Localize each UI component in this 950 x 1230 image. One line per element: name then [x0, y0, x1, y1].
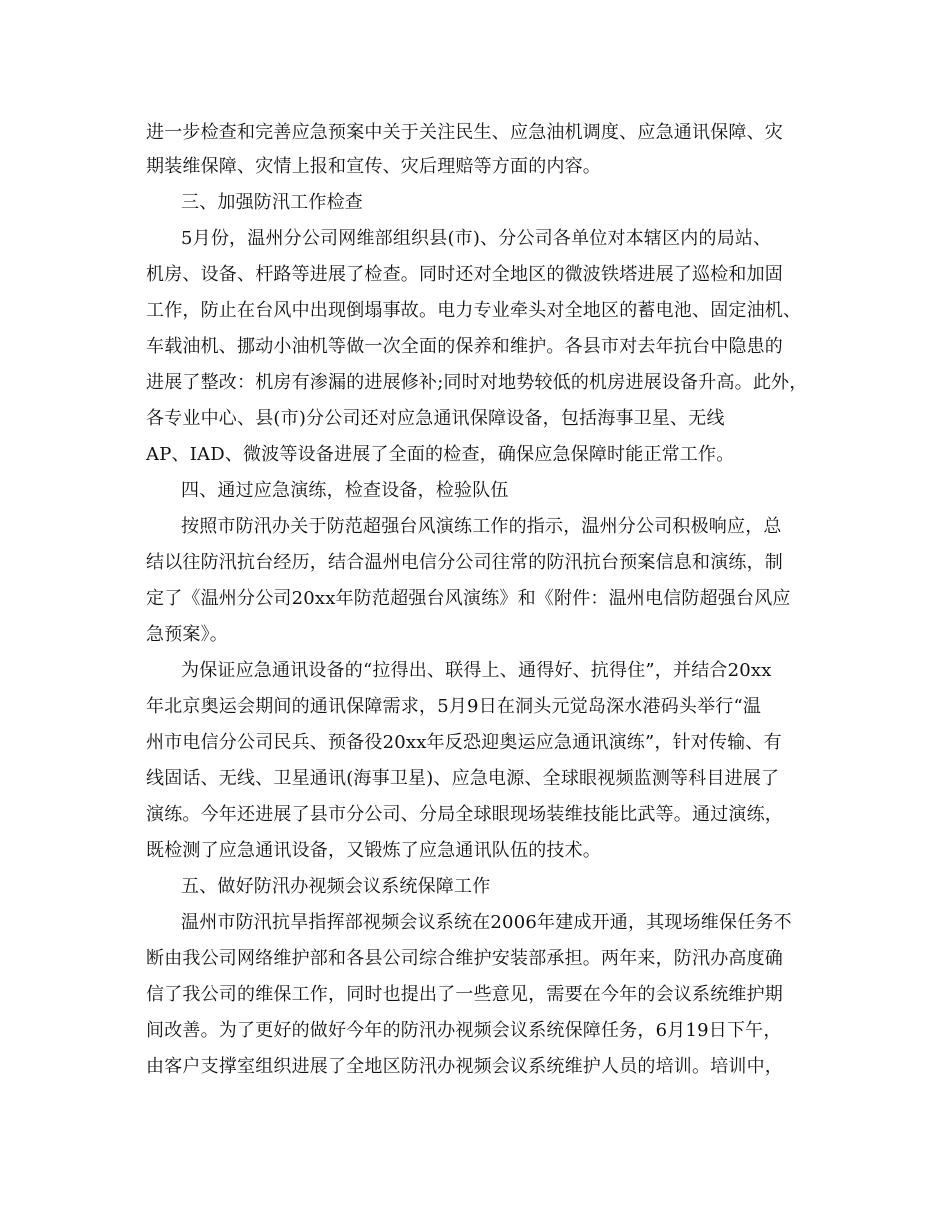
paragraph-line: 间改善。为了更好的做好今年的防汛办视频会议系统保障任务，6月19日下午， — [146, 1020, 782, 1041]
paragraph-line: AP、IAD、微波等设备进展了全面的检查，确保应急保障时能正常工作。 — [146, 444, 735, 465]
paragraph-line: 州市电信分公司民兵、预备役20xx年反恐迎奥运应急通讯演练”，针对传输、有 — [146, 732, 782, 753]
paragraph-line: 工作，防止在台风中出现倒塌事故。电力专业牵头对全地区的蓄电池、固定油机、 — [146, 300, 802, 321]
paragraph-line: 急预案》。 — [146, 624, 228, 645]
paragraph-line: 信了我公司的维保工作，同时也提出了一些意见，需要在今年的会议系统维护期 — [146, 984, 783, 1005]
section-heading: 五、做好防汛办视频会议系统保障工作 — [181, 876, 491, 897]
section-heading: 三、加强防汛工作检查 — [181, 192, 363, 213]
paragraph-line: 年北京奥运会期间的通讯保障需求，5月9日在洞头元觉岛深水港码头举行“温 — [146, 696, 762, 717]
section-heading: 四、通过应急演练，检查设备，检验队伍 — [181, 480, 509, 501]
paragraph-line: 温州市防汛抗旱指挥部视频会议系统在2006年建成开通，其现场维保任务不 — [181, 912, 792, 933]
paragraph-line: 既检测了应急通讯设备，又锻炼了应急通讯队伍的技术。 — [146, 840, 601, 861]
paragraph-line: 结以往防汛抗台经历，结合温州电信分公司往常的防汛抗台预案信息和演练，制 — [146, 552, 783, 573]
paragraph-line: 断由我公司网络维护部和各县公司综合维护安装部承担。两年来，防汛办高度确 — [146, 948, 783, 969]
paragraph-line: 线固话、无线、卫星通讯(海事卫星)、应急电源、全球眼视频监测等科目进展了 — [146, 768, 780, 789]
paragraph-line: 车载油机、挪动小油机等做一次全面的保养和维护。各县市对去年抗台中隐患的 — [146, 336, 783, 357]
paragraph-line: 期装维保障、灾情上报和宣传、灾后理赔等方面的内容。 — [146, 156, 601, 177]
paragraph-line: 由客户支撑室组织进展了全地区防汛办视频会议系统维护人员的培训。培训中， — [146, 1056, 783, 1077]
paragraph-line: 定了《温州分公司20xx年防范超强台风演练》和《附件：温州电信防超强台风应 — [146, 588, 791, 609]
paragraph-line: 为保证应急通讯设备的“拉得出、联得上、通得好、抗得住”，并结合20xx — [181, 660, 772, 681]
paragraph-line: 5月份，温州分公司网维部组织县(市)、分公司各单位对本辖区内的局站、 — [181, 228, 772, 249]
paragraph-line: 各专业中心、县(市)分公司还对应急通讯保障设备，包括海事卫星、无线 — [146, 408, 725, 429]
paragraph-line: 按照市防汛办关于防范超强台风演练工作的指示，温州分公司积极响应，总 — [181, 516, 782, 537]
paragraph-line: 演练。今年还进展了县市分公司、分局全球眼现场装维技能比武等。通过演练， — [146, 804, 783, 825]
paragraph-line: 进展了整改：机房有渗漏的进展修补;同时对地势较低的机房进展设备升高。此外， — [146, 372, 808, 393]
paragraph-line: 进一步检查和完善应急预案中关于关注民生、应急油机调度、应急通讯保障、灾 — [146, 122, 783, 143]
paragraph-line: 机房、设备、杆路等进展了检查。同时还对全地区的微波铁塔进展了巡检和加固 — [146, 264, 783, 285]
